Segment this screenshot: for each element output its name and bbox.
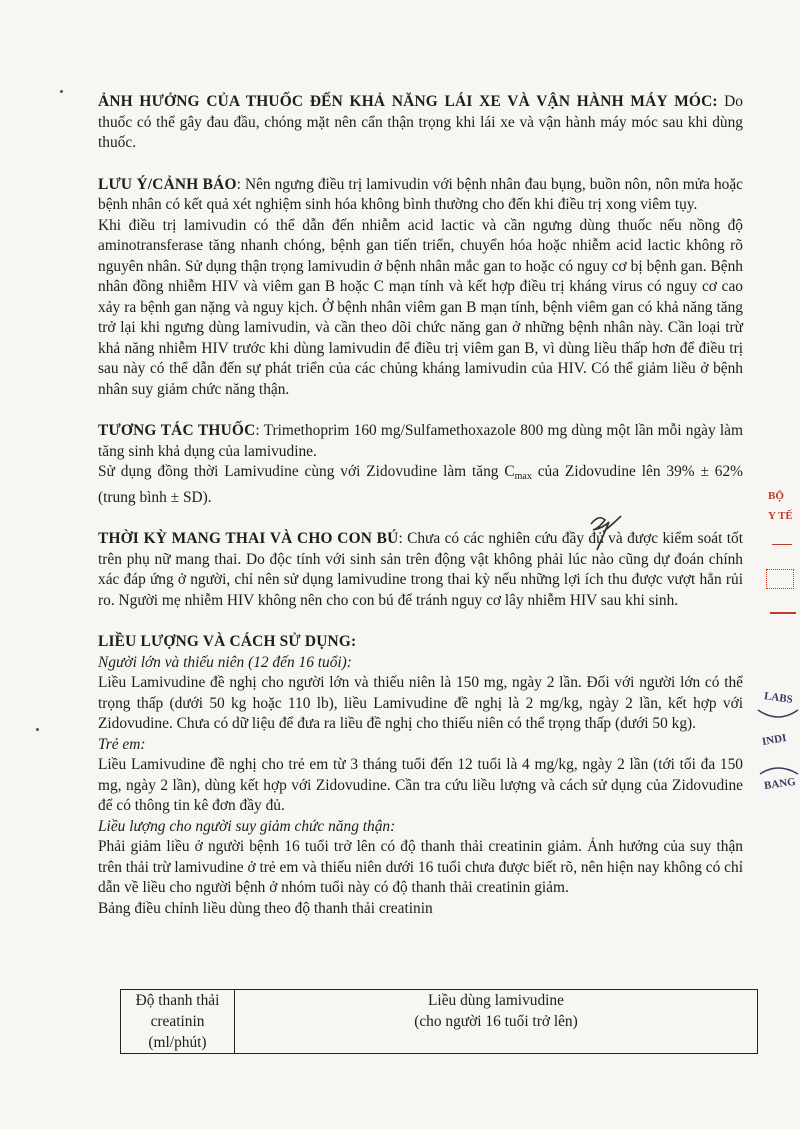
interactions-text-1: : Trimethoprim 160 mg/Sulfamethoxazole 800 mg dùng một lần mỗi ngày làm tăng sinh khả dụng của lamivudine. bbox=[98, 422, 743, 460]
table-caption: Bảng điều chỉnh liều dùng theo độ thanh thải creatinin bbox=[98, 899, 433, 917]
warnings-text-1: : Nên ngưng điều trị lamivudin với bệnh nhân đau bụng, buồn nôn, nôn mửa hoặc bệnh nhân có kết quả xét nghiệm sinh hóa không bình thường cho đến khi điều trị xong viêm tụy. bbox=[98, 175, 743, 213]
stamp-red-line2: Y TẾ bbox=[768, 510, 793, 522]
section-pregnancy bbox=[98, 529, 743, 611]
dosage-subheading-adults: Người lớn và thiếu niên (12 đến 16 tuổi): bbox=[98, 653, 352, 671]
section-driving bbox=[98, 92, 743, 154]
table-header-dose-line1: Liều dùng lamivudine bbox=[428, 992, 564, 1009]
table-header-dose bbox=[235, 990, 758, 1054]
section-warnings bbox=[98, 175, 743, 401]
interactions-text-2a: Sử dụng đồng thời Lamivudine cùng với Zidovudine làm tăng C bbox=[98, 463, 515, 480]
side-stamp-blue bbox=[756, 684, 800, 814]
heading-driving: ẢNH HƯỞNG CỦA THUỐC ĐẾN KHẢ NĂNG LÁI XE VÀ VẬN HÀNH MÁY bbox=[98, 93, 668, 110]
document-page bbox=[98, 92, 743, 919]
heading-warnings: LƯU Ý/CẢNH BÁO bbox=[98, 175, 237, 193]
scan-speck bbox=[60, 90, 63, 93]
stamp-blue-line3: BANG bbox=[763, 775, 797, 793]
scan-speck bbox=[36, 728, 39, 731]
section-interactions bbox=[98, 421, 743, 508]
table-header-dose-line2: (cho người 16 tuổi trở lên) bbox=[414, 1013, 578, 1030]
stamp-red-line1: BỘ bbox=[768, 490, 784, 502]
side-stamp-red bbox=[762, 474, 800, 619]
heading-dosage: LIỀU LƯỢNG VÀ CÁCH SỬ DỤNG: bbox=[98, 633, 357, 650]
pregnancy-text: : Chưa có các nghiên cứu đầy đủ và được kiểm soát tốt trên phụ nữ mang thai. Do độc tính với sinh sản trên động vật không phải lúc nào cũng dự đoán chính xác đáp ứng ở người, chỉ nên sử dụng lamivudine trong thai kỳ nếu những lợi ích thu được vượt hẳn rủi ro. Người mẹ nhiễm HIV không nên cho con bú để tránh nguy cơ lây nhiễm HIV sau khi sinh. bbox=[98, 530, 743, 609]
dosage-subheading-renal: Liều lượng cho người suy giảm chức năng thận: bbox=[98, 817, 396, 835]
stamp-blue-line1: LABS bbox=[763, 690, 794, 706]
heading-interactions: TƯƠNG TÁC THUỐC bbox=[98, 422, 256, 439]
dosage-text-children: Liều Lamivudine đề nghị cho trẻ em từ 3 tháng tuổi đến 12 tuổi là 4 mg/kg, ngày 2 lần (tới tối đa 150 mg, ngày 2 lần), dùng kết hợp với Zidovudine. Cần tra cứu liều lượng và cách sử dụng của Zidovudine để có thông tin kê đơn đầy đủ. bbox=[98, 756, 743, 814]
dosage-text-renal: Phải giảm liều ở người bệnh 16 tuổi trở lên có độ thanh thải creatinin giảm. Ảnh hưởng của suy thận trên thải trừ lamivudine ở trẻ em và thiếu niên dưới 16 tuổi chưa được biết rõ, nên hiện nay không có chỉ dẫn về liều cho người bệnh ở nhóm tuổi này có độ thanh thải creatinin giảm. bbox=[98, 838, 743, 896]
dosage-text-adults: Liều Lamivudine đề nghị cho người lớn và thiếu niên là 150 mg, ngày 2 lần. Đối với người lớn có thể trọng thấp (dưới 50 kg hoặc 110 lb), liều Lamivudine đề nghị là 2 mg/kg, ngày 2 lần, kết hợp với Zidovudine. Chưa có dữ liệu để đưa ra liều đề nghị cho thiếu niên có thể trọng thấp (dưới 50 kg). bbox=[98, 674, 743, 732]
dosage-table-wrap bbox=[98, 988, 758, 1054]
stamp-blue-line2: INDI bbox=[761, 731, 788, 749]
interactions-text-2b: của Zidovudine lên 39% ± 62% (trung bình ± SD). bbox=[98, 463, 743, 506]
cmax-subscript: max bbox=[514, 471, 532, 482]
heading-driving-cont: MÓC: bbox=[674, 93, 718, 110]
stamp-blue-arcs bbox=[756, 684, 800, 814]
table-row bbox=[121, 990, 758, 1054]
signature-mark bbox=[585, 510, 625, 555]
dosage-subheading-children: Trẻ em: bbox=[98, 735, 146, 753]
warnings-text-2: Khi điều trị lamivudin có thể dẫn đến nhiễm acid lactic và cần ngưng dùng thuốc nếu nồng độ aminotransferase tăng nhanh chóng, bệnh gan tiến triển, chuyển hóa hoặc nhiễm acid lactic không rõ nguyên nhân. Sử dụng thận trọng lamivudin ở bệnh nhân mắc gan to hoặc có nguy cơ bị bệnh gan. Bệnh nhân đồng nhiễm HIV và viêm gan B hoặc C mạn tính và kết hợp điều trị kháng virus có nguy cơ cao xảy ra bệnh gan nặng và nguy kịch. Ở bệnh nhân viêm gan B mạn tính, bệnh viêm gan có khả năng tăng trở lại khi ngưng dùng lamivudin, và cần theo dõi chức năng gan ở những bệnh nhân này. Cần loại trừ khả năng nhiễm HIV trước khi dùng lamivudin để điều trị viêm gan B, vì dùng liều thấp hơn để điều trị sau này có thể dẫn đến sự phát triển của các chủng kháng lamivudin của HIV. Có thể giảm liều ở bệnh nhân suy giảm chức năng thận. bbox=[98, 216, 743, 398]
section-dosage bbox=[98, 632, 743, 919]
heading-pregnancy: THỜI KỲ MANG THAI VÀ CHO CON BÚ bbox=[98, 530, 399, 547]
dosage-table bbox=[120, 989, 758, 1054]
table-header-clearance: Độ thanh thải creatinin (ml/phút) bbox=[121, 990, 235, 1054]
driving-text: Do thuốc có thể gây đau đầu, chóng mặt nên cẩn thận trọng khi lái xe và vận hành máy móc sau khi dùng thuốc. bbox=[98, 93, 743, 151]
